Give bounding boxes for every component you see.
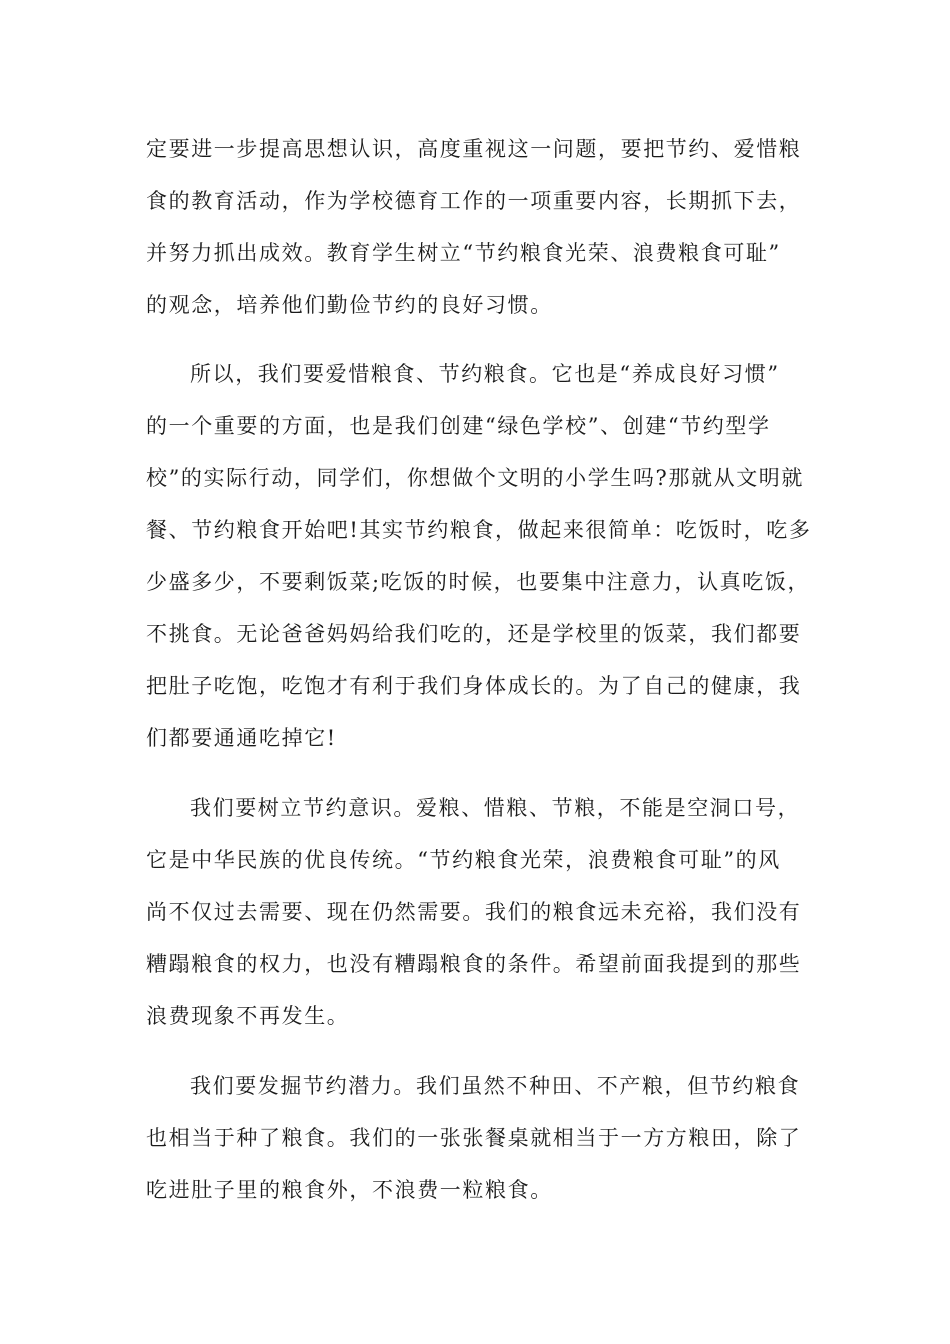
paragraph-3-line-5: 浪费现象不再发生。 (146, 1004, 350, 1028)
paragraph-2-line-6: 不挑食。无论爸爸妈妈给我们吃的，还是学校里的饭菜，我们都要 (146, 622, 802, 646)
paragraph-3-line-1: 我们要树立节约意识。爱粮、惜粮、节粮，不能是空洞口号， (190, 796, 801, 820)
paragraph-2-line-3: 校”的实际行动，同学们，你想做个文明的小学生吗?那就从文明就 (146, 466, 804, 490)
paragraph-4-line-3: 吃进肚子里的粮食外，不浪费一粒粮食。 (146, 1178, 553, 1202)
paragraph-4-line-2: 也相当于种了粮食。我们的一张张餐桌就相当于一方方粮田，除了 (146, 1126, 802, 1150)
paragraph-2-line-4: 餐、节约粮食开始吧!其实节约粮食，做起来很简单：吃饭时，吃多 (146, 518, 812, 542)
paragraph-1-line-2: 食的教育活动，作为学校德育工作的一项重要内容，长期抓下去， (146, 189, 802, 213)
paragraph-3-line-2: 它是中华民族的优良传统。“节约粮食光荣，浪费粮食可耻”的风 (146, 848, 781, 872)
paragraph-4-line-1: 我们要发掘节约潜力。我们虽然不种田、不产粮，但节约粮食 (190, 1074, 801, 1098)
paragraph-1-line-4: 的观念，培养他们勤俭节约的良好习惯。 (146, 293, 553, 317)
paragraph-2-line-5: 少盛多少，不要剩饭菜;吃饭的时候，也要集中注意力，认真吃饭， (146, 570, 811, 594)
paragraph-2-line-7: 把肚子吃饱，吃饱才有利于我们身体成长的。为了自己的健康，我 (146, 674, 802, 698)
paragraph-1-line-3: 并努力抓出成效。教育学生树立“节约粮食光荣、浪费粮食可耻” (146, 241, 781, 265)
paragraph-3-line-3: 尚不仅过去需要、现在仍然需要。我们的粮食远未充裕，我们没有 (146, 900, 802, 924)
paragraph-2-line-2: 的一个重要的方面，也是我们创建“绿色学校”、创建“节约型学 (146, 414, 771, 438)
paragraph-1-line-1: 定要进一步提高思想认识，高度重视这一问题，要把节约、爱惜粮 (146, 137, 802, 161)
paragraph-2-line-1: 所以，我们要爱惜粮食、节约粮食。它也是“养成良好习惯” (190, 362, 780, 386)
paragraph-2-line-8: 们都要通通吃掉它! (146, 726, 337, 750)
paragraph-3-line-4: 糟蹋粮食的权力，也没有糟蹋粮食的条件。希望前面我提到的那些 (146, 952, 802, 976)
